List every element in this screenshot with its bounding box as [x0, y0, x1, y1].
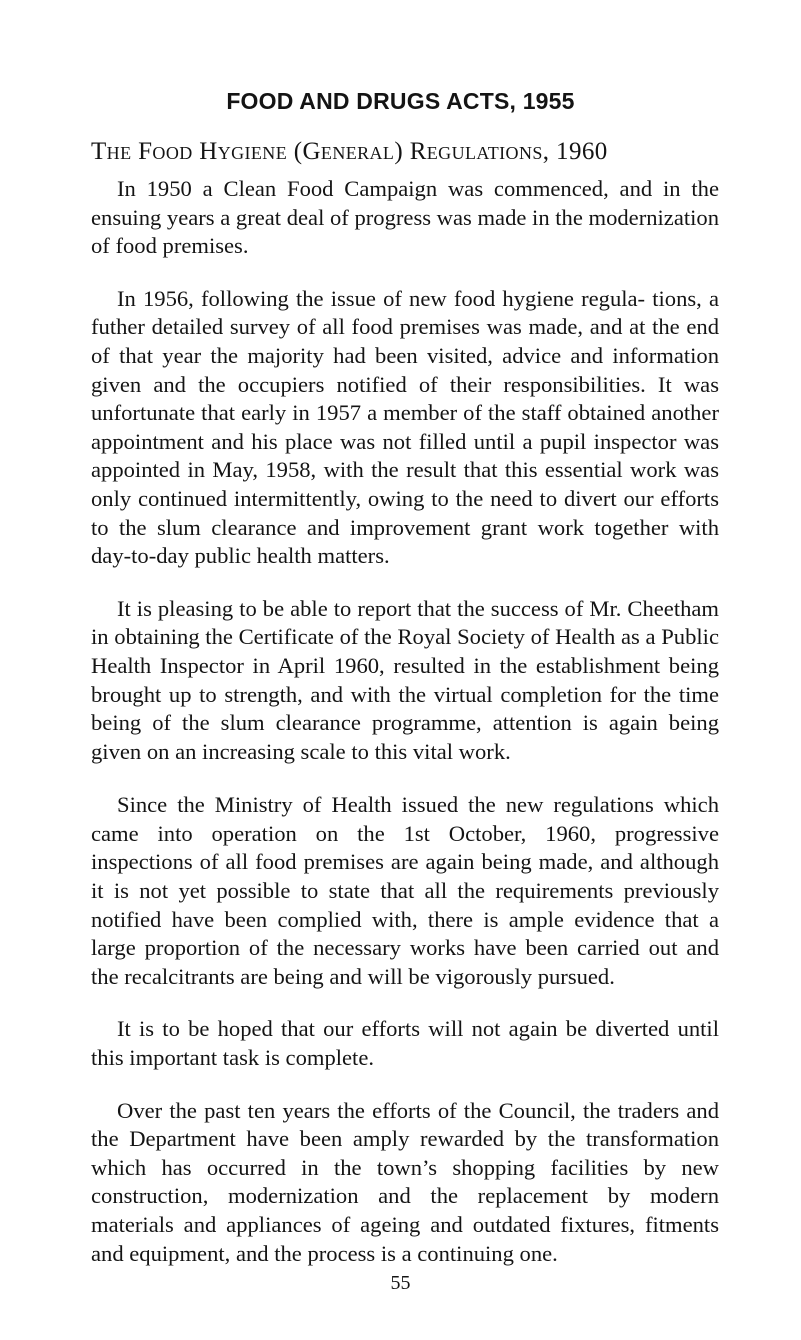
document-heading: FOOD AND DRUGS ACTS, 1955 — [226, 88, 575, 114]
paragraph: It is pleasing to be able to report that the success of Mr. Cheetham in obtaining the Certificate of the Royal Society of Health as a Public Health Inspector in April 1960, resulted in the establishment being brought up to strength, and with the virtual completion for the time being of the slum clearance programme, attention is again being given on an increasing scale to this vital work. — [91, 595, 719, 764]
paragraph: It is to be hoped that our efforts will not again be diverted until this important task is complete. — [91, 1016, 719, 1071]
section-subheading: The Food Hygiene (General) Regulations, 1960 — [91, 138, 608, 165]
body-text — [91, 175, 719, 1290]
page-number: 55 — [390, 1272, 411, 1294]
paragraph: Over the past ten years the efforts of the Council, the traders and the Department have been amply rewarded by the transformation which has occurred in the town’s shopping facilities by new construction, modernization and the replacement by modern materials and appliances of ageing and outdated fixtures, fitments and equipment, and the process is a continuing one. — [91, 1097, 719, 1266]
paragraph: Since the Ministry of Health issued the new regulations which came into operation on the 1st October, 1960, progressive inspections of all food premises are again being made, and although it is not yet possible to state that all the requirements previously notified have been complied with, there is ample evidence that a large proportion of the necessary works have been carried out and the recalcitrants are being and will be vigorously pursued. — [91, 792, 719, 989]
paragraph: In 1956, following the issue of new food hygiene regula- tions, a futher detailed survey of all food premises was made, and at the end of that year the majority had been visited, advice and information given and the occupiers notified of their responsibilities. It was unfortunate that early in 1957 a member of the staff obtained another appointment and his place was not filled until a pupil inspector was appointed in May, 1958, with the result that this essential work was only continued intermittently, owing to the need to divert our efforts to the slum clearance and improvement grant work together with day-to-day public health matters. — [91, 285, 719, 569]
paragraph: In 1950 a Clean Food Campaign was commenced, and in the ensuing years a great deal of progress was made in the modernization of food premises. — [91, 176, 720, 259]
